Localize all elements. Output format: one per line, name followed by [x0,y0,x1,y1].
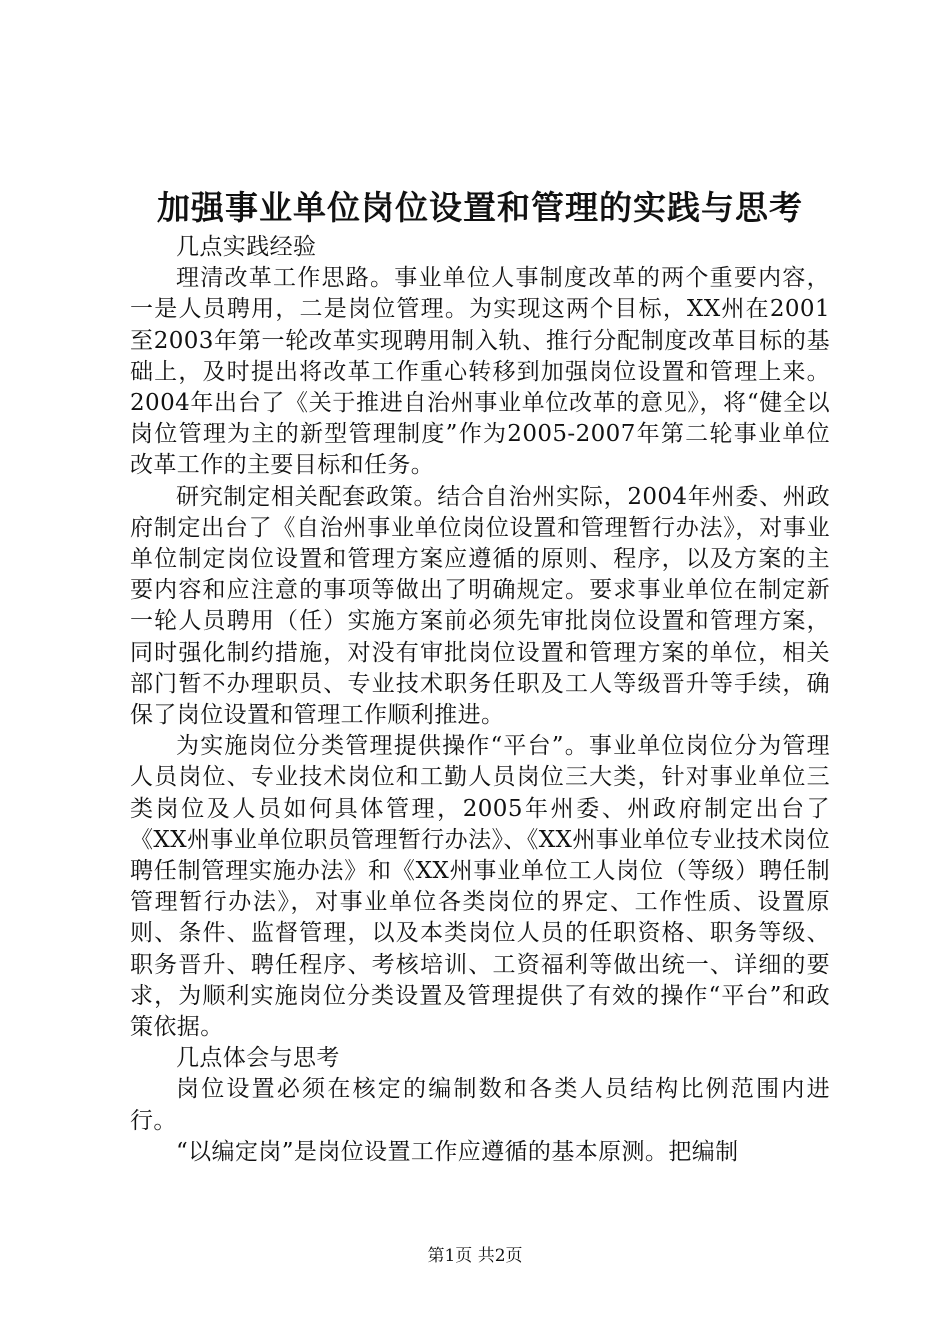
section-heading-reflection: 几点体会与思考 [176,1045,340,1072]
paragraph-reform-thinking: 理清改革工作思路。事业单位人事制度改革的两个重要内容，一是人员聘用，二是岗位管理。为实现这两个目标，XX州在2001至2003年第一轮改革实现聘用制入轨、推行分配制度改革目标的基础上，及时提出将改革工作重心转移到加强岗位设置和管理上来。2004年出台了《关于推进自治州事业单位改革的意见》，将“健全以岗位管理为主的新型管理制度”作为2005-2007年第二轮事业单位改革工作的主要目标和任务。 [130,265,830,479]
page-footer: 第1页 共2页 [427,1246,523,1266]
document-title: 加强事业单位岗位设置和管理的实践与思考 [157,188,803,227]
section-heading-practice: 几点实践经验 [176,234,317,260]
paragraph-staffing-limits: 岗位设置必须在核定的编制数和各类人员结构比例范围内进行。 [130,1076,830,1134]
paragraph-supporting-policies: 研究制定相关配套政策。结合自治州实际，2004年州委、州政府制定出台了《自治州事业单位岗位设置和管理暂行办法》，对事业单位制定岗位设置和管理方案应遵循的原则、程序，以及方案的主要内容和应注意的事项等做出了明确规定。要求事业单位在制定新一轮人员聘用（任）实施方案前必须先审批岗位设置和管理方案，同时强化制约措施，对没有审批岗位设置和管理方案的单位，相关部门暂不办理职员、专业技术职务任职及工人等级晋升等手续，确保了岗位设置和管理工作顺利推进。 [130,483,830,729]
paragraph-operation-platform: 为实施岗位分类管理提供操作“平台”。事业单位岗位分为管理人员岗位、专业技术岗位和工勤人员岗位三大类，针对事业单位三类岗位及人员如何具体管理，2005年州委、州政府制定出台了《XX州事业单位职员管理暂行办法》、《XX州事业单位专业技术岗位聘任制管理实施办法》和《XX州事业单位工人岗位（等级）聘任制管理暂行办法》，对事业单位各类岗位的界定、工作性质、设置原则、条件、监督管理，以及本类岗位人员的任职资格、职务等级、职务晋升、聘任程序、考核培训、工资福利等做出统一、详细的要求，为顺利实施岗位分类设置及管理提供了有效的操作“平台”和政策依据。 [130,733,830,1041]
paragraph-basic-principle: “以编定岗”是岗位设置工作应遵循的基本原测。把编制 [176,1138,739,1165]
document-body [130,232,830,1168]
